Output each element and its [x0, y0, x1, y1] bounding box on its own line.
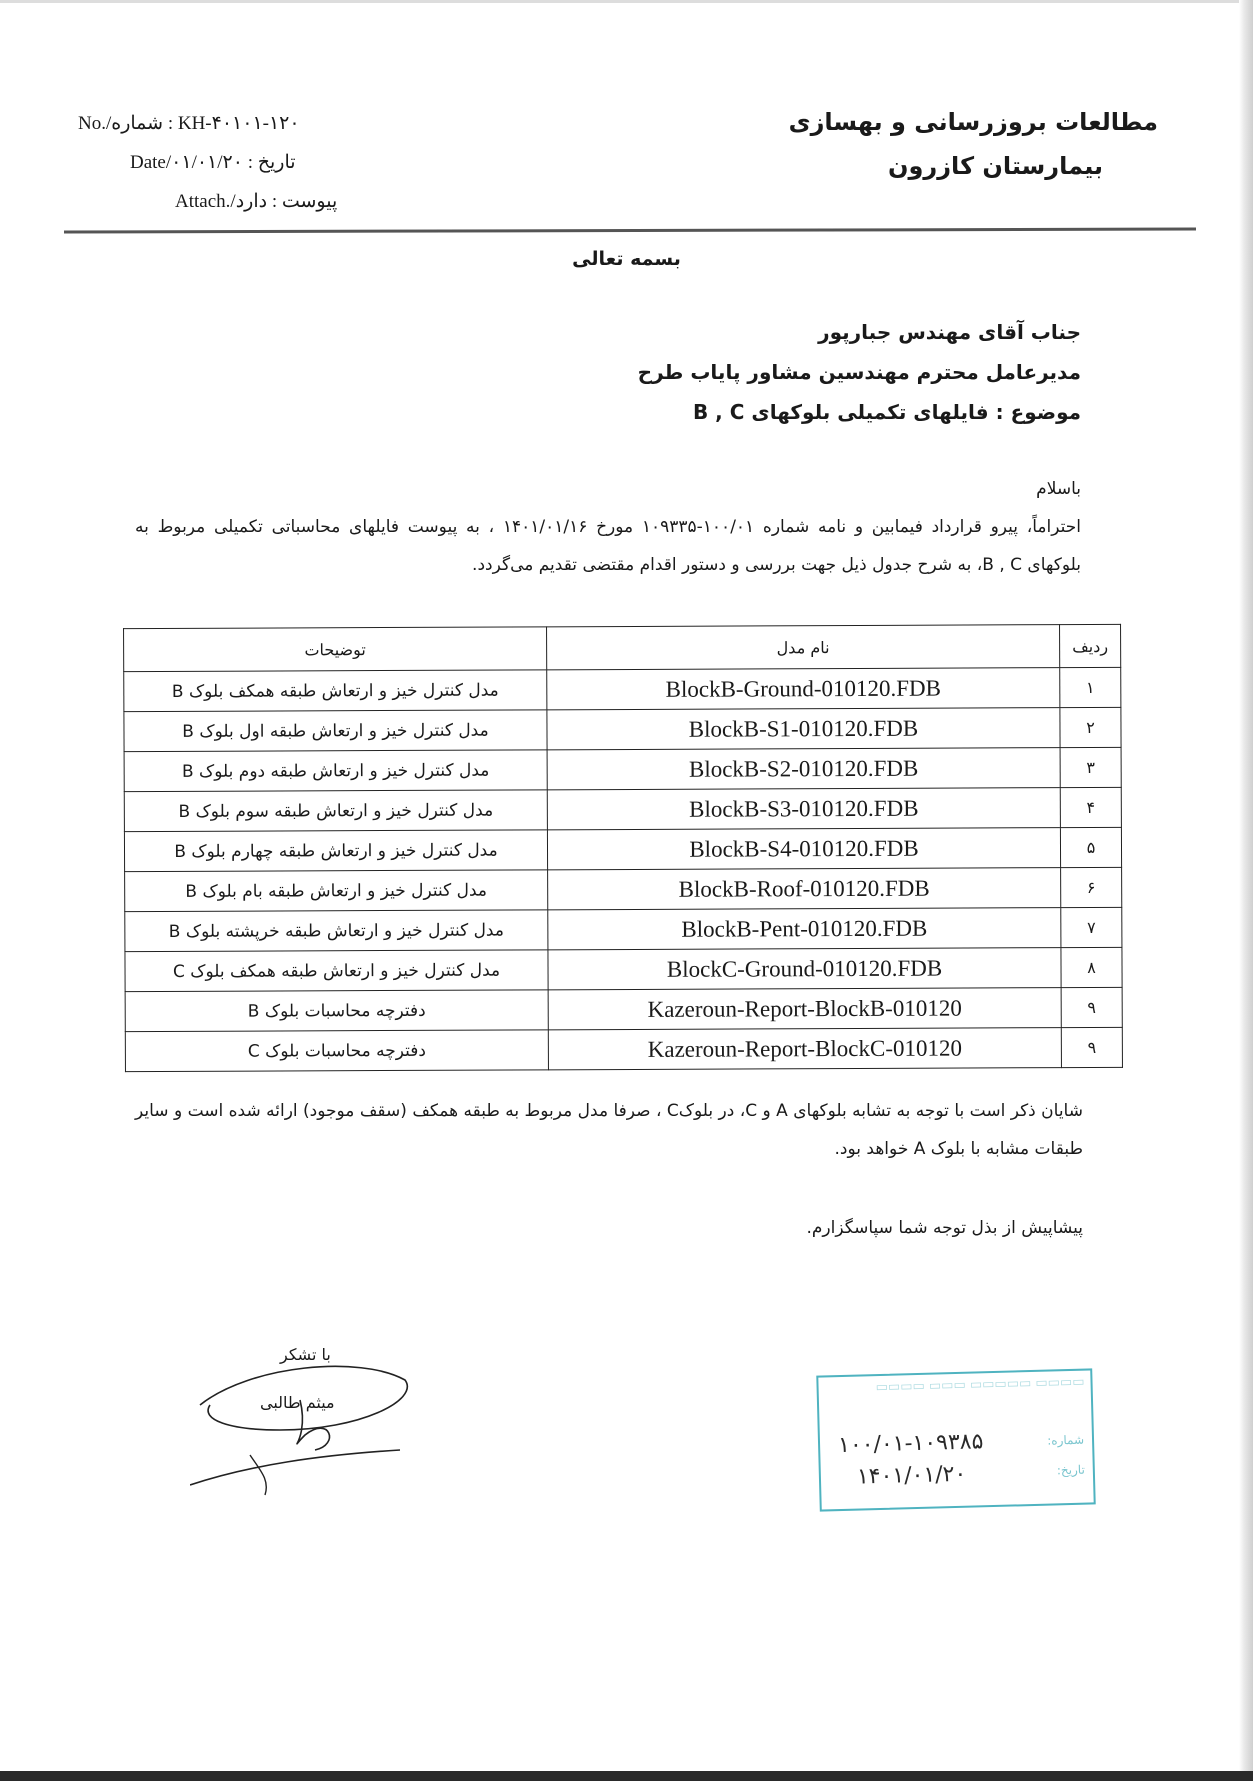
letter-number: No./شماره : KH-۴۰۱۰۱-۱۲۰	[78, 113, 300, 134]
row-number: ۴	[1060, 787, 1121, 827]
subject-line: موضوع : فایلهای تکمیلی بلوکهای B , C	[692, 400, 1081, 424]
header-row-number: ردیف	[1060, 624, 1121, 667]
model-name: Kazeroun-Report-BlockC-010120	[548, 1028, 1061, 1070]
recipient-title: مدیرعامل محترم مهندسین مشاور پایاب طرح	[637, 360, 1081, 384]
row-number: ۸	[1061, 947, 1122, 987]
model-name: Kazeroun-Report-BlockB-010120	[548, 988, 1061, 1030]
org-line-2: بیمارستان کازرون	[888, 152, 1103, 180]
table-row	[124, 827, 1121, 871]
files-table	[123, 624, 1123, 1072]
letter-body	[135, 470, 1081, 584]
stamp-number-label: شماره:	[1047, 1432, 1085, 1448]
signature-block	[190, 1345, 420, 1505]
table-row	[125, 907, 1122, 951]
table-row	[124, 747, 1121, 791]
row-description: مدل کنترل خیز و ارتعاش طبقه دوم بلوک B	[124, 750, 547, 792]
row-number: ۹	[1061, 987, 1122, 1027]
letter-heading: بسمه تعالی	[572, 248, 681, 270]
handwritten-signature-icon	[190, 1345, 420, 1505]
letter-date: Date/تاریخ : ۰۱/۰۱/۲۰	[130, 152, 296, 173]
table-row	[125, 947, 1122, 991]
greeting: باسلام	[1036, 479, 1081, 499]
table-row	[124, 667, 1121, 711]
row-number: ۲	[1060, 707, 1121, 747]
header-description: توضیحات	[124, 627, 547, 672]
row-description: مدل کنترل خیز و ارتعاش طبقه همکف بلوک C	[125, 950, 548, 992]
row-number: ۶	[1061, 867, 1122, 907]
model-name: BlockB-S1-010120.FDB	[547, 708, 1060, 750]
note-paragraph: شایان ذکر است با توجه به تشابه بلوکهای A و C، در بلوکC ، صرفا مدل مربوط به طبقه همکف (سقف موجود) ارائه شده است و سایر طبقات مشابه با بلوک A خواهد بود.	[135, 1101, 1083, 1159]
row-description: مدل کنترل خیز و ارتعاش طبقه خرپشته بلوک B	[125, 910, 548, 952]
table-row	[125, 867, 1122, 911]
table-row	[125, 1027, 1122, 1071]
model-name: BlockB-Roof-010120.FDB	[548, 868, 1061, 910]
model-name: BlockB-S4-010120.FDB	[547, 828, 1060, 870]
stamp-date-label: تاریخ:	[1056, 1462, 1086, 1478]
model-name: BlockB-Pent-010120.FDB	[548, 908, 1061, 950]
row-number: ۹	[1061, 1027, 1122, 1067]
body-paragraph: احتراماً، پیرو قرارداد فیمابین و نامه شماره ۱۰۰/۰۱-۱۰۹۳۳۵ مورخ ۱۴۰۱/۰۱/۱۶ ، به پیوست فایلهای محاسباتی تکمیلی مربوط به بلوکهای B , C، به شرح جدول ذیل جهت بررسی و دستور اقدام مقتضی تقدیم می‌گردد.	[135, 517, 1081, 575]
model-name: BlockC-Ground-010120.FDB	[548, 948, 1061, 990]
recipient-block	[638, 312, 1081, 432]
stamp-number: ۱۰۰/۰۱-۱۰۹۳۸۵	[837, 1429, 984, 1459]
row-description: مدل کنترل خیز و ارتعاش طبقه اول بلوک B	[124, 710, 547, 752]
scan-edge-bottom	[0, 1771, 1253, 1781]
stamp-date: ۱۴۰۱/۰۱/۲۰	[856, 1461, 967, 1490]
table-header-row	[124, 624, 1121, 671]
row-number: ۱	[1060, 667, 1121, 707]
row-description: دفترچه محاسبات بلوک C	[125, 1030, 548, 1072]
letter-attachment: Attach./پیوست : دارد	[175, 191, 338, 212]
stamp-header: ▭▭▭▭ ▭▭▭▭▭ ▭▭▭ ▭▭▭▭	[875, 1374, 1085, 1396]
row-description: مدل کنترل خیز و ارتعاش طبقه همکف بلوک B	[124, 670, 547, 712]
header-divider	[64, 228, 1196, 234]
row-number: ۷	[1061, 907, 1122, 947]
letterhead-organization	[789, 100, 1158, 188]
row-number: ۵	[1060, 827, 1121, 867]
recipient-name: جناب آقای مهندس جبارپور	[818, 320, 1081, 344]
row-description: مدل کنترل خیز و ارتعاش طبقه بام بلوک B	[125, 870, 548, 912]
received-stamp	[816, 1368, 1095, 1511]
model-name: BlockB-Ground-010120.FDB	[547, 668, 1060, 710]
letter-meta	[78, 104, 337, 221]
row-description: دفترچه محاسبات بلوک B	[125, 990, 548, 1032]
model-name: BlockB-S2-010120.FDB	[547, 748, 1060, 790]
table-row	[124, 707, 1121, 751]
scan-edge-top	[0, 0, 1253, 3]
signature-thanks: با تشکر	[280, 1345, 331, 1364]
row-number: ۳	[1060, 747, 1121, 787]
header-model-name: نام مدل	[547, 625, 1060, 670]
org-line-1: مطالعات بروزرسانی و بهسازی	[788, 108, 1158, 136]
model-name: BlockB-S3-010120.FDB	[547, 788, 1060, 830]
row-description: مدل کنترل خیز و ارتعاش طبقه سوم بلوک B	[124, 790, 547, 832]
signature-name: میثم طالبی	[260, 1393, 335, 1412]
row-description: مدل کنترل خیز و ارتعاش طبقه چهارم بلوک B	[124, 830, 547, 872]
closing-line: پیشاپیش از بذل توجه شما سپاسگزارم.	[806, 1218, 1083, 1238]
table-row	[125, 987, 1122, 1031]
table-row	[124, 787, 1121, 831]
